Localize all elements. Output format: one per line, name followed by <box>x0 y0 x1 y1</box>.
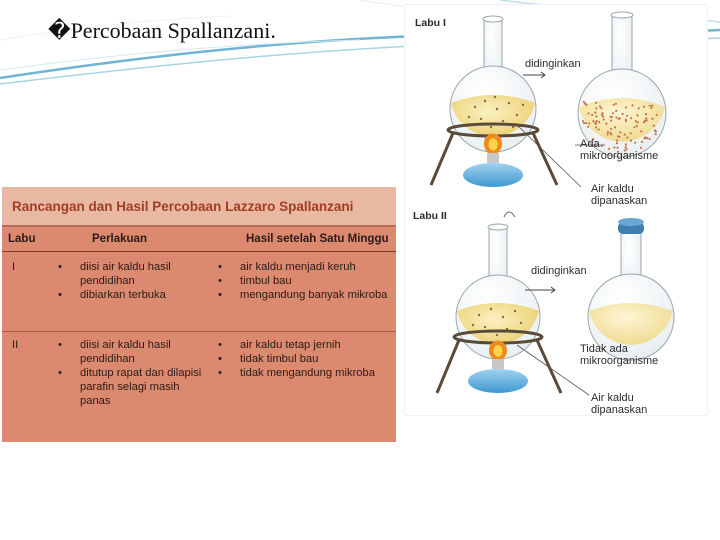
labu2-cooled-label: didinginkan <box>531 265 587 277</box>
microbe-dot <box>625 119 627 121</box>
column-header-perlakuan: Perlakuan <box>92 233 147 245</box>
microbe-dot <box>603 118 605 120</box>
labu1-title: Labu I <box>415 17 446 29</box>
title-glyph: � <box>48 18 71 43</box>
cell-labu: I <box>12 261 16 273</box>
microbe-dot <box>656 114 658 116</box>
microbe-dot <box>583 101 585 103</box>
microbe-dot <box>591 114 593 116</box>
cell-perlakuan <box>52 260 212 331</box>
microbe-dot <box>609 132 611 134</box>
column-header-labu: Labu <box>8 233 36 245</box>
microbe-dot <box>636 125 638 127</box>
labu1-heated-flask <box>450 16 536 152</box>
microbe-dot <box>626 115 628 117</box>
microbe-dot <box>601 114 603 116</box>
microbe-dot <box>636 114 638 116</box>
microbe-dot <box>600 107 602 109</box>
microbe-dot <box>615 110 617 112</box>
labu1-cooled-flask <box>578 12 666 157</box>
microbe-dot <box>599 105 601 107</box>
microbe-dot <box>618 118 620 120</box>
labu1-broth-label <box>591 183 647 207</box>
microbe-dot <box>613 104 615 106</box>
microbe-dot <box>655 133 657 135</box>
label-line: Ada <box>580 138 600 150</box>
microbe-dot <box>582 120 584 122</box>
label-line: dipanaskan <box>591 404 648 416</box>
label-line: Air kaldu <box>591 392 634 404</box>
microbe-dot <box>595 123 597 125</box>
microbe-dot <box>625 106 627 108</box>
list-item: • air kaldu tetap jernih <box>212 338 396 352</box>
table-row <box>2 332 396 408</box>
microbe-dot <box>643 106 645 108</box>
leader-line <box>515 123 581 187</box>
label-line: Air kaldu <box>591 183 634 195</box>
microbe-dot <box>630 132 632 134</box>
label-line: dipanaskan <box>591 195 648 207</box>
microbe-dot <box>651 118 653 120</box>
table-heading: Rancangan dan Hasil Percobaan Lazzaro Spallanzani <box>12 198 354 214</box>
microbe-dot <box>598 128 600 130</box>
leader-line <box>517 345 589 395</box>
microbe-dot <box>595 102 597 104</box>
list-item: • tidak mengandung mikroba <box>212 366 396 380</box>
labu2-cooled-sealed-flask <box>588 218 674 360</box>
microbe-dot <box>585 122 587 124</box>
microbe-dot <box>630 117 632 119</box>
label-line: Tidak ada <box>580 343 628 355</box>
table-heading-band <box>2 187 396 227</box>
labu2-organisms-label <box>580 343 658 367</box>
microbe-dot <box>612 112 614 114</box>
microbe-dot <box>614 126 616 128</box>
cell-perlakuan <box>52 338 212 408</box>
microbe-dot <box>611 116 613 118</box>
microbe-dot <box>640 130 642 132</box>
microbe-dot <box>638 107 640 109</box>
cell-labu: II <box>12 339 19 351</box>
microbe-dot <box>650 107 652 109</box>
microbe-dot <box>607 133 609 135</box>
microbe-dot <box>595 107 597 109</box>
microbe-dot <box>645 117 647 119</box>
table-header-row <box>2 227 396 252</box>
microbe-dot <box>649 105 651 107</box>
microbe-dot <box>595 126 597 128</box>
microbe-dot <box>598 121 600 123</box>
microbe-dot <box>615 103 617 105</box>
microbe-dot <box>610 128 612 130</box>
microbe-dot <box>587 112 589 114</box>
microbe-dot <box>635 120 637 122</box>
cell-hasil <box>212 338 396 408</box>
microbe-dot <box>605 123 607 125</box>
microbe-dot <box>644 120 646 122</box>
column-header-hasil: Hasil setelah Satu Minggu <box>246 233 389 245</box>
list-item: • dibiarkan terbuka <box>52 288 212 302</box>
labu1-organisms-label <box>580 138 658 162</box>
microbe-dot <box>587 126 589 128</box>
list-item: • air kaldu menjadi keruh <box>212 260 396 274</box>
microbe-dot <box>595 115 597 117</box>
spallanzani-diagram <box>405 5 707 415</box>
label-line: mikroorganisme <box>580 355 659 367</box>
list-item: • diisi air kaldu hasil pendidihan <box>52 338 212 366</box>
labu2-broth-label <box>591 392 647 416</box>
microbe-dot <box>607 131 609 133</box>
microbe-dot <box>624 134 626 136</box>
list-item: • tidak timbul bau <box>212 352 396 366</box>
microbe-dot <box>619 131 621 133</box>
microbe-dot <box>633 126 635 128</box>
table-row <box>2 252 396 332</box>
slide-title <box>48 18 276 44</box>
list-item: • diisi air kaldu hasil pendidihan <box>52 260 212 288</box>
microbe-dot <box>596 120 598 122</box>
microbe-dot <box>631 104 633 106</box>
list-item: • ditutup rapat dan dilapisi parafin selagi masih panas <box>52 366 212 408</box>
labu2-heated-flask <box>456 212 540 359</box>
microbe-dot <box>583 122 585 124</box>
microbe-dot <box>653 125 655 127</box>
labu1-cooled-label: didinginkan <box>525 58 581 70</box>
experiment-table <box>2 187 396 442</box>
microbe-dot <box>651 105 653 107</box>
microbe-dot <box>654 129 656 131</box>
cell-hasil <box>212 260 396 331</box>
microbe-dot <box>610 119 612 121</box>
microbe-dot <box>588 122 590 124</box>
microbe-dot <box>615 117 617 119</box>
list-item: • timbul bau <box>212 274 396 288</box>
title-text: Percobaan Spallanzani. <box>70 18 276 43</box>
microbe-dot <box>594 112 596 114</box>
labu2-title: Labu II <box>413 210 447 222</box>
microbe-dot <box>592 120 594 122</box>
list-item: • mengandung banyak mikroba <box>212 288 396 302</box>
microbe-dot <box>645 113 647 115</box>
label-line: mikroorganisme <box>580 150 659 162</box>
microbe-dot <box>622 113 624 115</box>
microbe-dot <box>637 121 639 123</box>
